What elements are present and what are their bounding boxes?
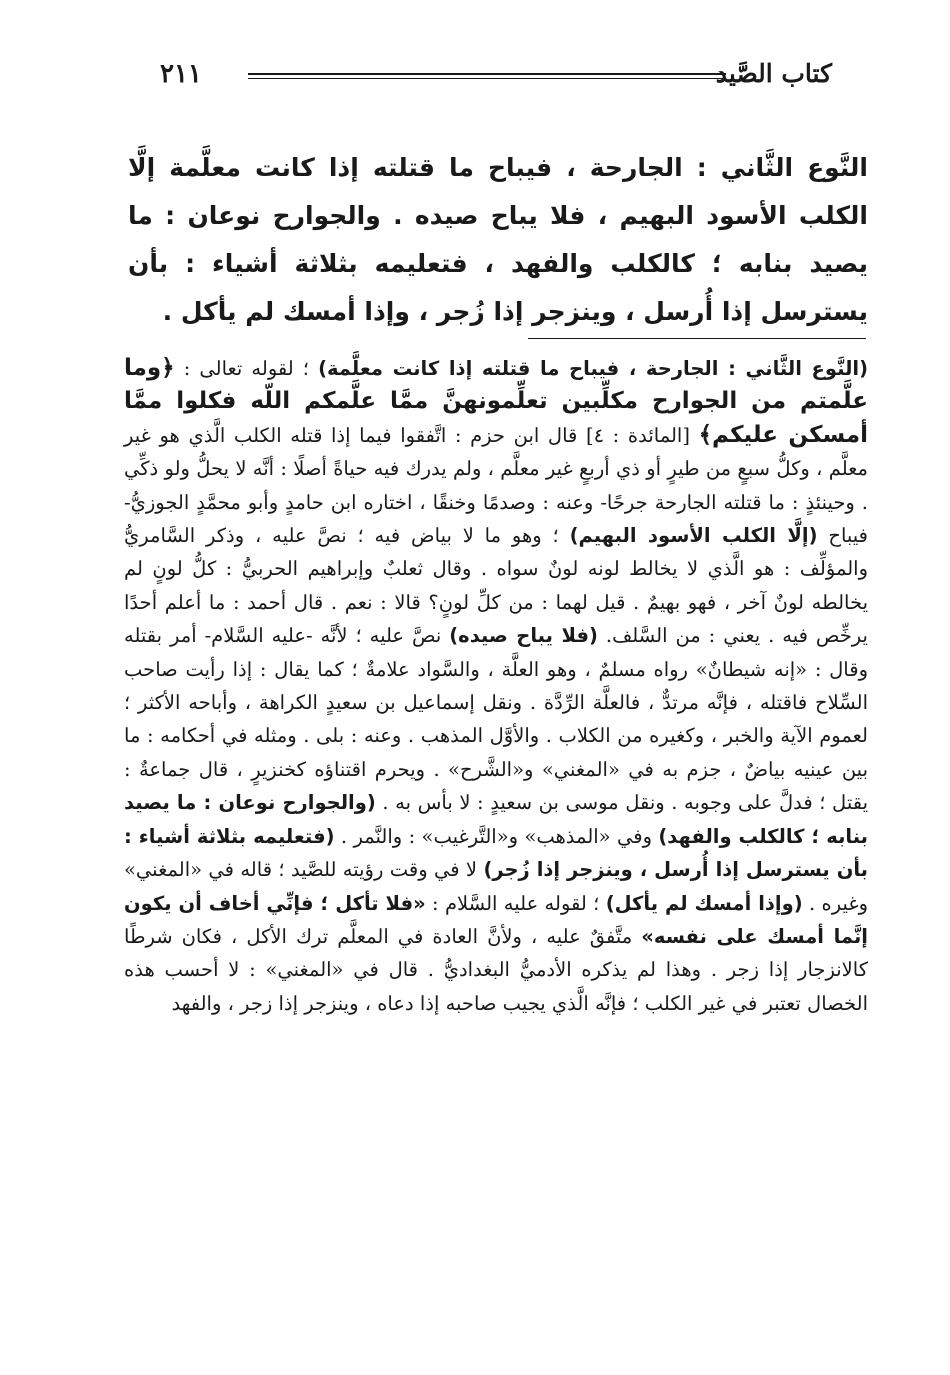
commentary-text: ؛ وهو ما لا بياض فيه ؛ نصَّ عليه ، وذكر السَّامريُّ والمؤلِّف : هو الَّذي لا يخالط لونه لونٌ سواه . وقال ثعلبٌ وإبراهيم الحربيُّ : كلُّ لونٍ لم يخالطه لونٌ آخر ، فهو بهيمٌ . قيل لهما : من كلِّ لونٍ؟ قالا : نعم . قال أحمد : ما أعلم أحدًا يرخِّص فيه . يعني : من السَّلف. [124,524,868,648]
commentary-paragraph [124,352,868,1020]
commentary-text: نصَّ عليه ؛ لأنَّه -عليه السَّلام- أمر بقتله وقال : «إنه شيطانٌ» رواه مسلمٌ ، وهو العلَّة ، والسَّواد علامةٌ ؛ كما يقال : إذا رأيت صاحب السِّلاح فاقتله ، فإنَّه مرتدٌّ ، فالعلَّة الرِّدَّة . ونقل إسماعيل بن سعيدٍ الكراهة ، وأباحه الأكثر ؛ لعموم الآية والخبر ، وكغيره من الكلاب . والأوَّل المذهب . وعنه : بلى . ومثله في أحكامه : ما بين عينيه بياضٌ ، جزم به في «المغني» و«الشَّرح» . ويحرم اقتناؤه كخنزيرٍ ، قال جماعةٌ : يقتل ؛ فدلَّ على وجوبه . ونقل موسى بن سعيدٍ : لا بأس به . [124,624,868,815]
quoted-matn: (وإذا أمسك لم يأكل) [605,891,803,915]
footnote-divider [528,338,866,339]
quoted-matn: (والجوارح نوعان : ما يصيد بنابه ؛ كالكلب والفهد) [124,791,868,848]
commentary-text: [المائدة : ٤] قال ابن حزم : اتَّفقوا فيما إذا قتله الكلب الَّذي هو غير معلَّم ، وكلُّ سبعٍ من طيرٍ أو ذي أربعٍ غير معلَّم ، ولم يدرك فيه حياةً أصلًا : أنَّه لا يحلُّ ولو ذكِّي . وحينئذٍ : ما قتلته الجارحة جرحًا- وعنه : وصدمًا وخنقًا ، اختاره ابن حامدٍ وأبو محمَّدٍ الجوزيُّ- فيباح [124,423,868,548]
commentary-text: وفي «المذهب» و«التَّرغيب» : والنَّمر . [334,824,659,848]
page-number: ٢١١ [160,59,202,89]
quoted-matn: (فتعليمه بثلاثة أشياء : بأن يسترسل إذا أُرسل ، وينزجر إذا زُجر) [124,824,868,882]
commentary-text: متَّفقٌ عليه ، ولأنَّ العادة في المعلَّم ترك الأكل ، فكان شرطًا كالانزجار إذا زجر . وهذا لم يذكره الأدميُّ البغداديُّ . قال في «المغني» : لا أحسب هذه الخصال تعتبر في غير الكلب ؛ فإنَّه الَّذي يجيب صاحبه إذا دعاه ، وينزجر إذا زجر ، والفهد [124,924,868,1015]
commentary-text: ؛ لقوله عليه السَّلام : [425,891,606,915]
header-rule [248,73,726,75]
main-text [128,144,868,336]
quoted-matn: (النَّوع الثَّاني : الجارحة ، فيباح ما قتلته إذا كانت معلَّمة) [318,357,868,380]
main-text-paragraph: النَّوع الثَّاني : الجارحة ، فيباح ما قتلته إذا كانت معلَّمة إلَّا الكلب الأسود البهيم ، فلا يباح صيده . والجوارح نوعان : ما يصيد بنابه ؛ كالكلب والفهد ، فتعليمه بثلاثة أشياء : بأن يسترسل إذا أُرسل ، وينزجر إذا زُجر ، وإذا أمسك لم يأكل . [128,153,868,326]
quran-verse: ﴿وما علَّمتم من الجوارح مكلِّبين تعلِّمونهنَّ ممَّا علَّمكم اللّه فكلوا ممَّا أمسكن عليكم﴾ [124,355,868,448]
commentary-text: لا في وقت رؤيته للصَّيد ؛ قاله في «المغني» وغيره . [124,858,868,915]
quoted-matn: (إلَّا الكلب الأسود البهيم) [569,524,818,548]
commentary [124,352,868,1020]
commentary-text: ؛ لقوله تعالى : [174,357,319,380]
running-header-title: كتاب الصَّيد [715,59,832,88]
quoted-matn: (فلا يباح صيده) [449,624,598,648]
hadith-quote: «فلا تأكل ؛ فإنِّي أخاف أن يكون إنَّما أمسك على نفسه» [124,891,868,948]
